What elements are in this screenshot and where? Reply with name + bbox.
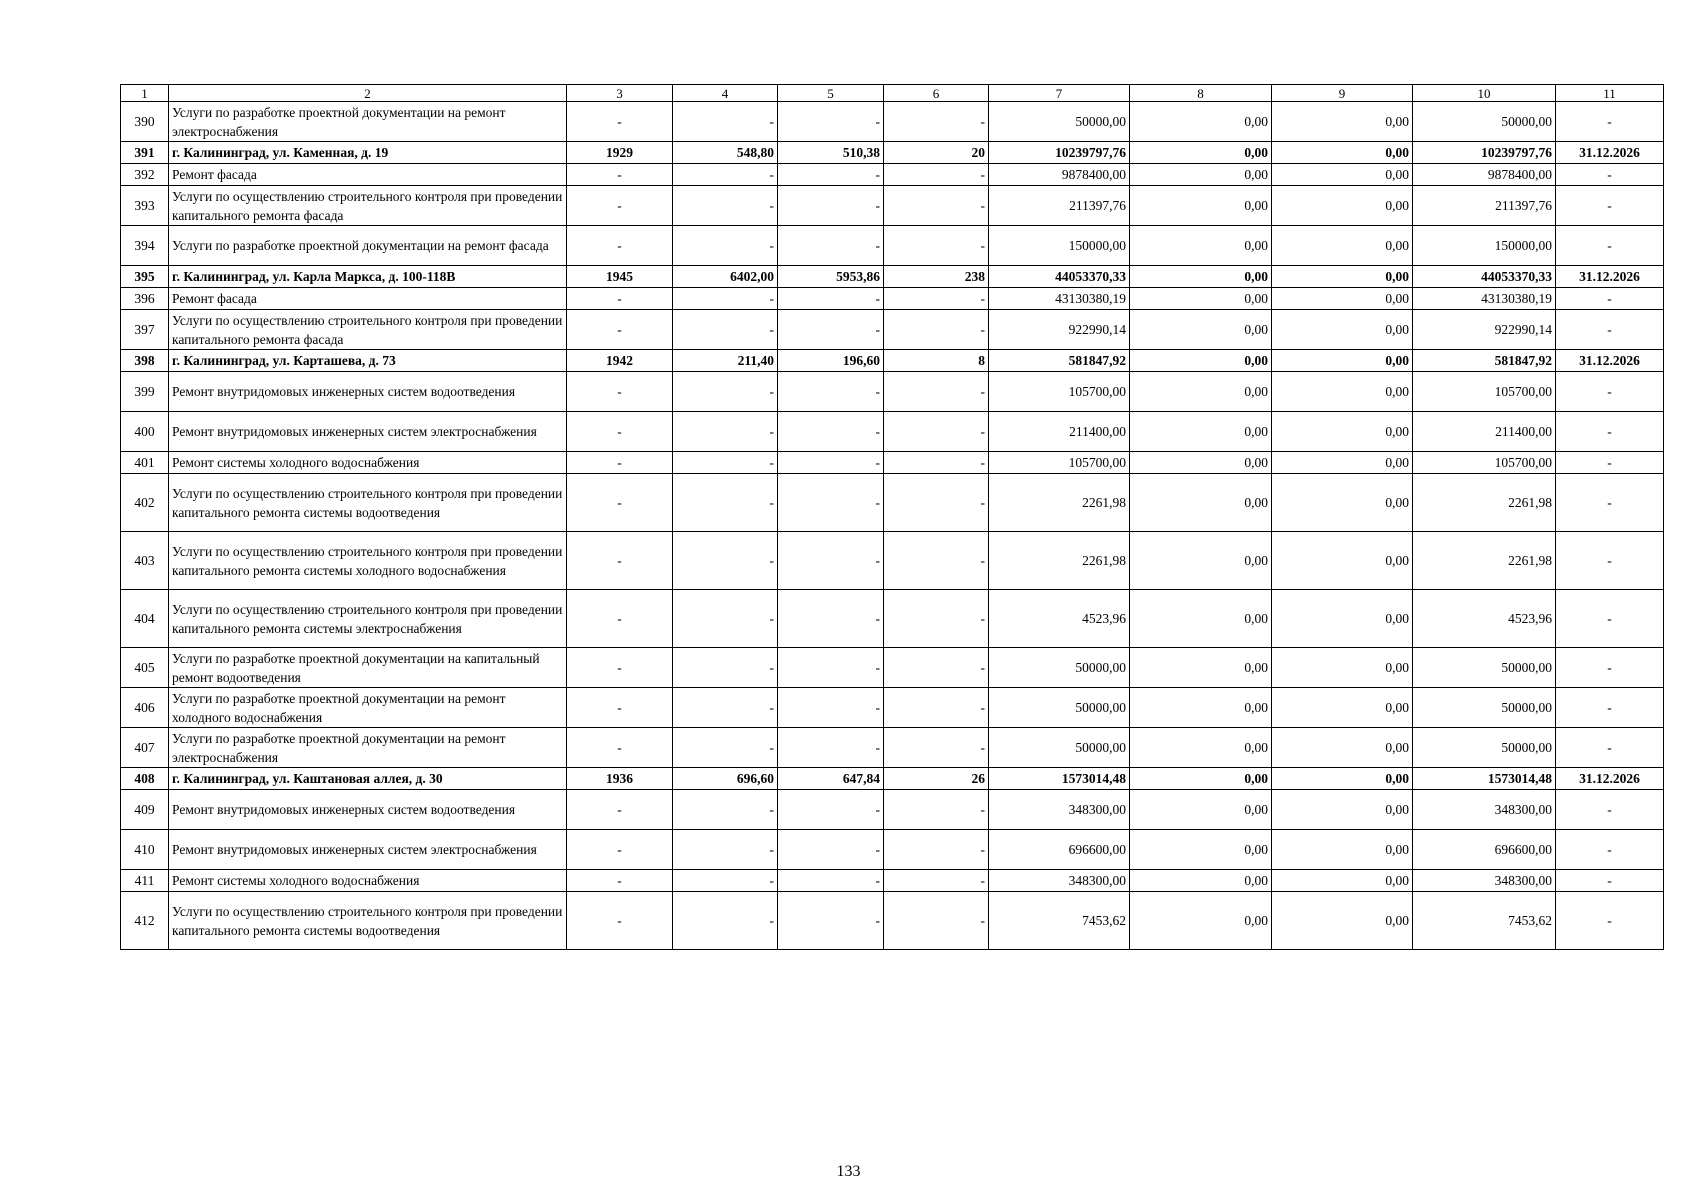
budget-share-cell: 0,00 (1272, 288, 1413, 310)
year-cell: - (567, 372, 673, 412)
description-cell: Услуги по разработке проектной документации на ремонт электроснабжения (169, 102, 567, 142)
description-cell: Ремонт внутридомовых инженерных систем водоотведения (169, 372, 567, 412)
total-area-cell: - (673, 590, 778, 648)
year-cell: - (567, 412, 673, 452)
residents-cell: 238 (884, 266, 989, 288)
living-area-cell: - (778, 452, 884, 474)
budget-share-cell: 0,00 (1272, 452, 1413, 474)
deadline-cell: - (1556, 830, 1664, 870)
residents-cell: - (884, 870, 989, 892)
year-cell: - (567, 728, 673, 768)
total-area-cell: - (673, 648, 778, 688)
column-header: 11 (1556, 85, 1664, 102)
total-cost-cell: 696600,00 (989, 830, 1130, 870)
budget-share-cell: 0,00 (1272, 310, 1413, 350)
deadline-cell: - (1556, 310, 1664, 350)
row-number-cell: 406 (121, 688, 169, 728)
deadline-cell: 31.12.2026 (1556, 768, 1664, 790)
table-row (121, 412, 1664, 452)
budget-share-cell: 0,00 (1272, 830, 1413, 870)
deadline-cell: - (1556, 372, 1664, 412)
table-row (121, 310, 1664, 350)
fund-share-cell: 0,00 (1130, 412, 1272, 452)
description-cell: Ремонт системы холодного водоснабжения (169, 452, 567, 474)
fund-share-cell: 0,00 (1130, 186, 1272, 226)
row-number-cell: 395 (121, 266, 169, 288)
fund-share-cell: 0,00 (1130, 350, 1272, 372)
table-row (121, 350, 1664, 372)
total-cost-cell: 50000,00 (989, 728, 1130, 768)
residents-cell: - (884, 590, 989, 648)
owners-funds-cell: 105700,00 (1413, 452, 1556, 474)
living-area-cell: - (778, 870, 884, 892)
total-area-cell: 6402,00 (673, 266, 778, 288)
table-row (121, 790, 1664, 830)
table-row (121, 892, 1664, 950)
table-row (121, 164, 1664, 186)
fund-share-cell: 0,00 (1130, 164, 1272, 186)
year-cell: - (567, 790, 673, 830)
column-header: 8 (1130, 85, 1272, 102)
row-number-cell: 394 (121, 226, 169, 266)
row-number-cell: 400 (121, 412, 169, 452)
table-row (121, 372, 1664, 412)
living-area-cell: - (778, 186, 884, 226)
column-header: 3 (567, 85, 673, 102)
column-header: 10 (1413, 85, 1556, 102)
total-area-cell: 211,40 (673, 350, 778, 372)
fund-share-cell: 0,00 (1130, 288, 1272, 310)
year-cell: - (567, 870, 673, 892)
row-number-cell: 409 (121, 790, 169, 830)
living-area-cell: - (778, 372, 884, 412)
deadline-cell: - (1556, 226, 1664, 266)
total-area-cell: - (673, 412, 778, 452)
year-cell: - (567, 102, 673, 142)
total-area-cell: - (673, 830, 778, 870)
table-body (121, 85, 1664, 950)
residents-cell: 26 (884, 768, 989, 790)
description-cell: Ремонт внутридомовых инженерных систем электроснабжения (169, 830, 567, 870)
description-cell: Услуги по разработке проектной документации на ремонт электроснабжения (169, 728, 567, 768)
fund-share-cell: 0,00 (1130, 728, 1272, 768)
residents-cell: - (884, 648, 989, 688)
owners-funds-cell: 696600,00 (1413, 830, 1556, 870)
year-cell: - (567, 474, 673, 532)
owners-funds-cell: 2261,98 (1413, 474, 1556, 532)
total-cost-cell: 348300,00 (989, 870, 1130, 892)
row-number-cell: 408 (121, 768, 169, 790)
owners-funds-cell: 348300,00 (1413, 870, 1556, 892)
total-cost-cell: 50000,00 (989, 648, 1130, 688)
description-cell: Услуги по осуществлению строительного контроля при проведении капитального ремонта системы холодного водоснабжения (169, 532, 567, 590)
table-row (121, 728, 1664, 768)
row-number-cell: 402 (121, 474, 169, 532)
budget-share-cell: 0,00 (1272, 266, 1413, 288)
fund-share-cell: 0,00 (1130, 768, 1272, 790)
owners-funds-cell: 4523,96 (1413, 590, 1556, 648)
page-number: 133 (836, 1163, 861, 1180)
living-area-cell: - (778, 790, 884, 830)
owners-funds-cell: 105700,00 (1413, 372, 1556, 412)
year-cell: - (567, 452, 673, 474)
owners-funds-cell: 50000,00 (1413, 688, 1556, 728)
total-area-cell: - (673, 164, 778, 186)
description-cell: Услуги по осуществлению строительного контроля при проведении капитального ремонта системы водоотведения (169, 892, 567, 950)
budget-share-cell: 0,00 (1272, 688, 1413, 728)
fund-share-cell: 0,00 (1130, 452, 1272, 474)
year-cell: - (567, 288, 673, 310)
column-header: 5 (778, 85, 884, 102)
fund-share-cell: 0,00 (1130, 102, 1272, 142)
total-cost-cell: 105700,00 (989, 452, 1130, 474)
row-number-cell: 399 (121, 372, 169, 412)
fund-share-cell: 0,00 (1130, 830, 1272, 870)
living-area-cell: - (778, 830, 884, 870)
budget-share-cell: 0,00 (1272, 412, 1413, 452)
description-cell: Ремонт фасада (169, 288, 567, 310)
living-area-cell: - (778, 288, 884, 310)
table-row (121, 266, 1664, 288)
table-row (121, 532, 1664, 590)
owners-funds-cell: 2261,98 (1413, 532, 1556, 590)
row-number-cell: 396 (121, 288, 169, 310)
deadline-cell: - (1556, 892, 1664, 950)
year-cell: - (567, 648, 673, 688)
living-area-cell: - (778, 310, 884, 350)
total-area-cell: - (673, 102, 778, 142)
table-row (121, 830, 1664, 870)
owners-funds-cell: 348300,00 (1413, 790, 1556, 830)
deadline-cell: - (1556, 870, 1664, 892)
description-cell: Ремонт внутридомовых инженерных систем электроснабжения (169, 412, 567, 452)
total-cost-cell: 211397,76 (989, 186, 1130, 226)
budget-share-cell: 0,00 (1272, 142, 1413, 164)
description-cell: Услуги по осуществлению строительного контроля при проведении капитального ремонта системы электроснабжения (169, 590, 567, 648)
owners-funds-cell: 922990,14 (1413, 310, 1556, 350)
deadline-cell: - (1556, 590, 1664, 648)
year-cell: 1929 (567, 142, 673, 164)
living-area-cell: - (778, 688, 884, 728)
total-area-cell: - (673, 186, 778, 226)
row-number-cell: 401 (121, 452, 169, 474)
budget-share-cell: 0,00 (1272, 186, 1413, 226)
description-cell: Услуги по разработке проектной документации на ремонт фасада (169, 226, 567, 266)
owners-funds-cell: 7453,62 (1413, 892, 1556, 950)
table-row (121, 768, 1664, 790)
living-area-cell: - (778, 728, 884, 768)
owners-funds-cell: 581847,92 (1413, 350, 1556, 372)
row-number-cell: 412 (121, 892, 169, 950)
living-area-cell: - (778, 892, 884, 950)
total-cost-cell: 150000,00 (989, 226, 1130, 266)
residents-cell: - (884, 372, 989, 412)
total-area-cell: - (673, 728, 778, 768)
year-cell: 1942 (567, 350, 673, 372)
description-cell: Ремонт системы холодного водоснабжения (169, 870, 567, 892)
total-area-cell: 696,60 (673, 768, 778, 790)
year-cell: - (567, 590, 673, 648)
fund-share-cell: 0,00 (1130, 142, 1272, 164)
total-cost-cell: 105700,00 (989, 372, 1130, 412)
living-area-cell: - (778, 102, 884, 142)
deadline-cell: - (1556, 728, 1664, 768)
residents-cell: - (884, 688, 989, 728)
budget-table (120, 84, 1664, 950)
row-number-cell: 404 (121, 590, 169, 648)
budget-share-cell: 0,00 (1272, 728, 1413, 768)
total-area-cell: 548,80 (673, 142, 778, 164)
year-cell: - (567, 310, 673, 350)
description-cell: Услуги по осуществлению строительного контроля при проведении капитального ремонта системы водоотведения (169, 474, 567, 532)
budget-share-cell: 0,00 (1272, 790, 1413, 830)
fund-share-cell: 0,00 (1130, 892, 1272, 950)
deadline-cell: 31.12.2026 (1556, 350, 1664, 372)
living-area-cell: 647,84 (778, 768, 884, 790)
total-cost-cell: 211400,00 (989, 412, 1130, 452)
owners-funds-cell: 50000,00 (1413, 102, 1556, 142)
deadline-cell: - (1556, 186, 1664, 226)
fund-share-cell: 0,00 (1130, 310, 1272, 350)
deadline-cell: - (1556, 288, 1664, 310)
year-cell: - (567, 186, 673, 226)
budget-share-cell: 0,00 (1272, 892, 1413, 950)
table-row (121, 688, 1664, 728)
fund-share-cell: 0,00 (1130, 372, 1272, 412)
total-cost-cell: 50000,00 (989, 688, 1130, 728)
deadline-cell: - (1556, 474, 1664, 532)
row-number-cell: 391 (121, 142, 169, 164)
description-cell: Услуги по осуществлению строительного контроля при проведении капитального ремонта фасада (169, 186, 567, 226)
total-cost-cell: 2261,98 (989, 532, 1130, 590)
residents-cell: - (884, 226, 989, 266)
table-row (121, 102, 1664, 142)
row-number-cell: 398 (121, 350, 169, 372)
table-row (121, 648, 1664, 688)
total-cost-cell: 2261,98 (989, 474, 1130, 532)
year-cell: - (567, 164, 673, 186)
residents-cell: - (884, 310, 989, 350)
residents-cell: - (884, 892, 989, 950)
fund-share-cell: 0,00 (1130, 790, 1272, 830)
row-number-cell: 405 (121, 648, 169, 688)
description-cell: Услуги по осуществлению строительного контроля при проведении капитального ремонта фасада (169, 310, 567, 350)
owners-funds-cell: 150000,00 (1413, 226, 1556, 266)
owners-funds-cell: 44053370,33 (1413, 266, 1556, 288)
residents-cell: - (884, 474, 989, 532)
description-cell: Услуги по разработке проектной документации на ремонт холодного водоснабжения (169, 688, 567, 728)
column-header: 2 (169, 85, 567, 102)
total-area-cell: - (673, 288, 778, 310)
table-row (121, 590, 1664, 648)
budget-share-cell: 0,00 (1272, 590, 1413, 648)
living-area-cell: - (778, 648, 884, 688)
column-number-header-row (121, 85, 1664, 102)
owners-funds-cell: 43130380,19 (1413, 288, 1556, 310)
table-row (121, 452, 1664, 474)
total-cost-cell: 4523,96 (989, 590, 1130, 648)
living-area-cell: - (778, 474, 884, 532)
residents-cell: - (884, 102, 989, 142)
total-area-cell: - (673, 688, 778, 728)
residents-cell: 8 (884, 350, 989, 372)
budget-share-cell: 0,00 (1272, 768, 1413, 790)
residents-cell: 20 (884, 142, 989, 164)
living-area-cell: - (778, 590, 884, 648)
table-row (121, 474, 1664, 532)
residents-cell: - (884, 790, 989, 830)
living-area-cell: - (778, 412, 884, 452)
fund-share-cell: 0,00 (1130, 474, 1272, 532)
total-cost-cell: 348300,00 (989, 790, 1130, 830)
fund-share-cell: 0,00 (1130, 648, 1272, 688)
total-cost-cell: 7453,62 (989, 892, 1130, 950)
owners-funds-cell: 211397,76 (1413, 186, 1556, 226)
row-number-cell: 411 (121, 870, 169, 892)
table-row (121, 186, 1664, 226)
table-row (121, 142, 1664, 164)
total-area-cell: - (673, 474, 778, 532)
deadline-cell: - (1556, 532, 1664, 590)
residents-cell: - (884, 830, 989, 870)
budget-share-cell: 0,00 (1272, 350, 1413, 372)
row-number-cell: 390 (121, 102, 169, 142)
column-header: 7 (989, 85, 1130, 102)
owners-funds-cell: 211400,00 (1413, 412, 1556, 452)
living-area-cell: 5953,86 (778, 266, 884, 288)
description-cell: Услуги по разработке проектной документации на капитальный ремонт водоотведения (169, 648, 567, 688)
year-cell: - (567, 532, 673, 590)
owners-funds-cell: 9878400,00 (1413, 164, 1556, 186)
row-number-cell: 392 (121, 164, 169, 186)
budget-share-cell: 0,00 (1272, 870, 1413, 892)
column-header: 9 (1272, 85, 1413, 102)
year-cell: - (567, 688, 673, 728)
owners-funds-cell: 50000,00 (1413, 648, 1556, 688)
owners-funds-cell: 1573014,48 (1413, 768, 1556, 790)
deadline-cell: - (1556, 648, 1664, 688)
table-row (121, 288, 1664, 310)
residents-cell: - (884, 186, 989, 226)
total-cost-cell: 10239797,76 (989, 142, 1130, 164)
budget-share-cell: 0,00 (1272, 164, 1413, 186)
row-number-cell: 393 (121, 186, 169, 226)
budget-share-cell: 0,00 (1272, 648, 1413, 688)
living-area-cell: 196,60 (778, 350, 884, 372)
deadline-cell: 31.12.2026 (1556, 142, 1664, 164)
owners-funds-cell: 10239797,76 (1413, 142, 1556, 164)
owners-funds-cell: 50000,00 (1413, 728, 1556, 768)
total-area-cell: - (673, 790, 778, 830)
table-row (121, 870, 1664, 892)
total-cost-cell: 922990,14 (989, 310, 1130, 350)
deadline-cell: - (1556, 412, 1664, 452)
year-cell: - (567, 830, 673, 870)
fund-share-cell: 0,00 (1130, 226, 1272, 266)
living-area-cell: - (778, 532, 884, 590)
deadline-cell: - (1556, 164, 1664, 186)
deadline-cell: - (1556, 688, 1664, 728)
total-area-cell: - (673, 870, 778, 892)
total-cost-cell: 9878400,00 (989, 164, 1130, 186)
total-area-cell: - (673, 532, 778, 590)
total-area-cell: - (673, 310, 778, 350)
year-cell: - (567, 226, 673, 266)
budget-share-cell: 0,00 (1272, 474, 1413, 532)
residents-cell: - (884, 412, 989, 452)
row-number-cell: 410 (121, 830, 169, 870)
column-header: 6 (884, 85, 989, 102)
fund-share-cell: 0,00 (1130, 590, 1272, 648)
deadline-cell: - (1556, 452, 1664, 474)
residents-cell: - (884, 728, 989, 768)
column-header: 1 (121, 85, 169, 102)
budget-share-cell: 0,00 (1272, 532, 1413, 590)
description-cell: г. Калининград, ул. Карташева, д. 73 (169, 350, 567, 372)
total-area-cell: - (673, 452, 778, 474)
total-area-cell: - (673, 372, 778, 412)
year-cell: 1936 (567, 768, 673, 790)
fund-share-cell: 0,00 (1130, 870, 1272, 892)
total-area-cell: - (673, 892, 778, 950)
table-row (121, 226, 1664, 266)
year-cell: 1945 (567, 266, 673, 288)
total-cost-cell: 50000,00 (989, 102, 1130, 142)
description-cell: г. Калининград, ул. Каштановая аллея, д. 30 (169, 768, 567, 790)
description-cell: г. Калининград, ул. Карла Маркса, д. 100-118В (169, 266, 567, 288)
row-number-cell: 397 (121, 310, 169, 350)
residents-cell: - (884, 164, 989, 186)
description-cell: г. Калининград, ул. Каменная, д. 19 (169, 142, 567, 164)
budget-share-cell: 0,00 (1272, 372, 1413, 412)
living-area-cell: - (778, 164, 884, 186)
row-number-cell: 407 (121, 728, 169, 768)
row-number-cell: 403 (121, 532, 169, 590)
description-cell: Ремонт фасада (169, 164, 567, 186)
residents-cell: - (884, 288, 989, 310)
fund-share-cell: 0,00 (1130, 532, 1272, 590)
fund-share-cell: 0,00 (1130, 688, 1272, 728)
year-cell: - (567, 892, 673, 950)
living-area-cell: 510,38 (778, 142, 884, 164)
total-cost-cell: 44053370,33 (989, 266, 1130, 288)
description-cell: Ремонт внутридомовых инженерных систем водоотведения (169, 790, 567, 830)
living-area-cell: - (778, 226, 884, 266)
total-area-cell: - (673, 226, 778, 266)
column-header: 4 (673, 85, 778, 102)
total-cost-cell: 1573014,48 (989, 768, 1130, 790)
deadline-cell: - (1556, 790, 1664, 830)
residents-cell: - (884, 452, 989, 474)
budget-share-cell: 0,00 (1272, 226, 1413, 266)
budget-share-cell: 0,00 (1272, 102, 1413, 142)
deadline-cell: - (1556, 102, 1664, 142)
residents-cell: - (884, 532, 989, 590)
fund-share-cell: 0,00 (1130, 266, 1272, 288)
total-cost-cell: 43130380,19 (989, 288, 1130, 310)
total-cost-cell: 581847,92 (989, 350, 1130, 372)
deadline-cell: 31.12.2026 (1556, 266, 1664, 288)
